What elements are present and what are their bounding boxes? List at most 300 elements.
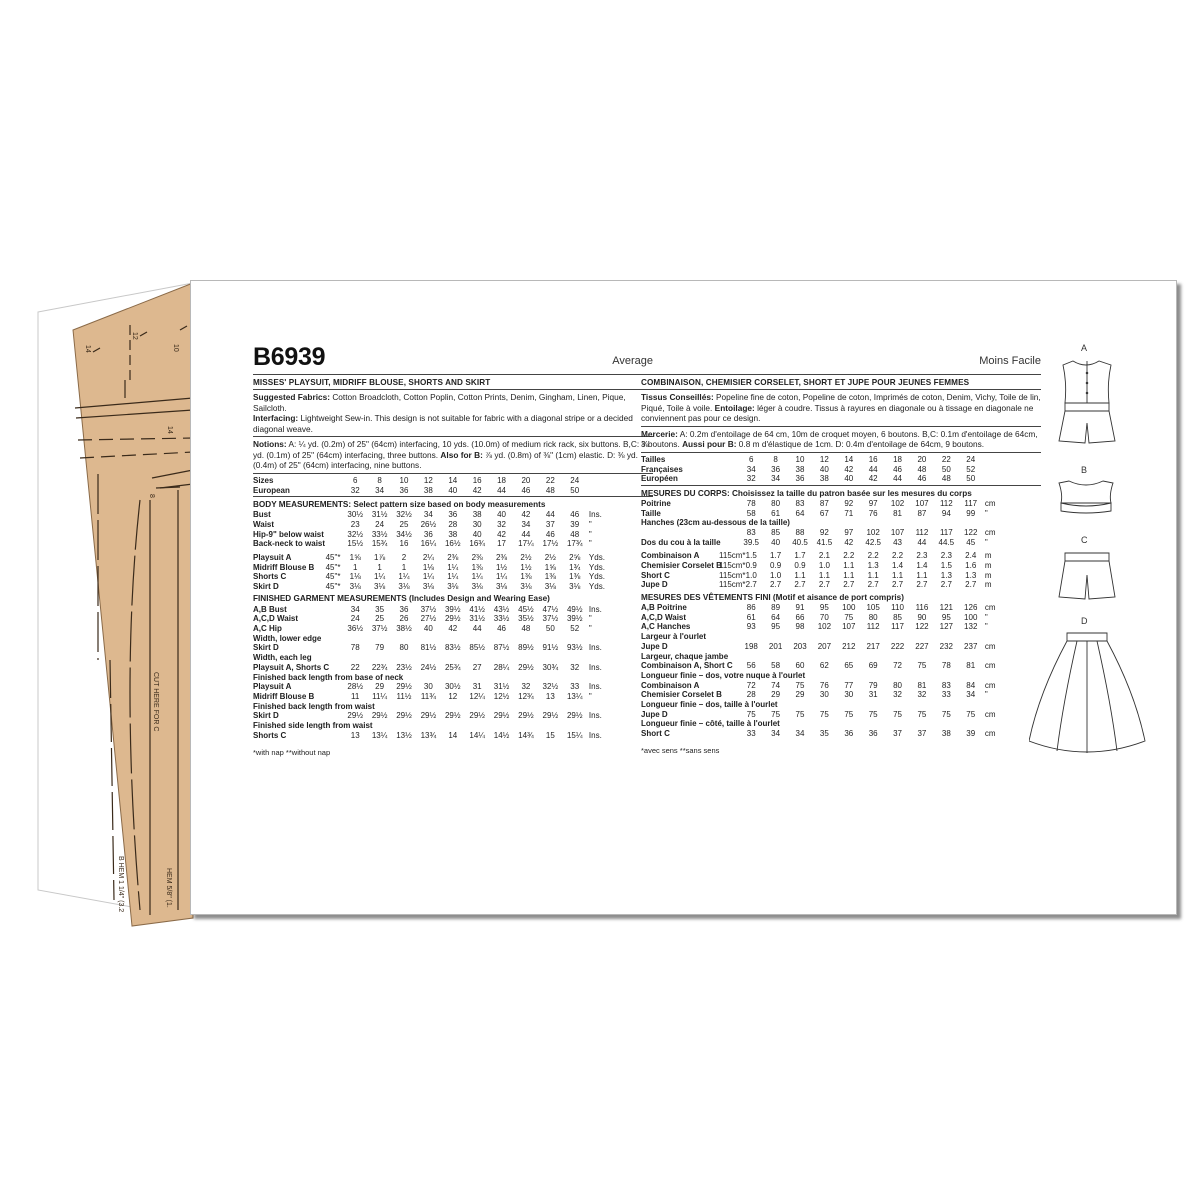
row-label: Longueur finie – dos, taille à l'ourlet — [641, 699, 778, 709]
value-cell: 1.1 — [794, 570, 806, 580]
value-cell: 31 — [472, 682, 482, 692]
value-cell: 16¼ — [420, 539, 437, 549]
pattern-code: B6939 — [253, 343, 326, 371]
row-label: Playsuit A — [253, 682, 292, 692]
value-cell: 1 — [401, 562, 407, 572]
value-cell: 95 — [819, 603, 829, 613]
value-cell: 81½ — [420, 643, 437, 653]
value-cell: 1¼ — [447, 572, 459, 582]
table-row — [641, 499, 1029, 509]
value-cell: 40 — [819, 464, 829, 474]
unit-cell — [983, 455, 1029, 465]
table-row — [641, 700, 1029, 710]
value-cell: 27½ — [420, 614, 437, 624]
value-cell: 115cm* — [719, 570, 746, 580]
value-cell: 112 — [915, 527, 929, 537]
value-cell: 237 — [964, 641, 978, 651]
unit-cell: Yds. — [588, 552, 605, 562]
value-cell: 88 — [795, 527, 805, 537]
value-cell: 0.9 — [745, 561, 757, 571]
value-cell: 98 — [795, 622, 805, 632]
value-cell: 122 — [915, 622, 929, 632]
value-cell: 48 — [570, 529, 580, 539]
body-measurements-header: BODY MEASUREMENTS: Select pattern size based on body measurements — [253, 499, 546, 509]
value-cell: 1¼ — [398, 572, 410, 582]
value-cell: 12 — [448, 691, 458, 701]
value-cell: 56 — [746, 661, 756, 671]
value-cell: 22 — [545, 475, 555, 485]
value-cell: 37 — [917, 729, 927, 739]
unit-cell: Ins. — [588, 682, 602, 692]
value-cell: 30½ — [347, 510, 363, 520]
value-cell: 3⅛ — [349, 582, 361, 592]
unit-cell — [587, 476, 641, 486]
value-cell: 80 — [399, 643, 409, 653]
value-cell: 3⅛ — [520, 582, 532, 592]
value-cell: 85½ — [469, 643, 485, 653]
finished-measurements-header: FINISHED GARMENT MEASUREMENTS (Includes Design and Wearing Ease) — [253, 594, 550, 604]
table-row — [641, 518, 1029, 528]
value-cell: 70 — [819, 612, 829, 622]
value-cell: 14 — [448, 475, 458, 485]
unit-cell: " — [588, 624, 592, 634]
value-cell: 122 — [964, 527, 978, 537]
value-cell: 33½ — [493, 614, 510, 624]
table-row — [253, 692, 641, 702]
value-cell: 24 — [375, 519, 385, 529]
row-label: Skirt D — [253, 711, 279, 721]
value-cell: 227 — [915, 641, 929, 651]
value-cell: 78 — [746, 498, 756, 508]
value-cell: 52 — [570, 624, 580, 634]
value-cell: 34 — [746, 464, 756, 474]
row-label: Bust — [253, 510, 271, 520]
value-cell: 3⅛ — [471, 582, 483, 592]
yardage-table-fr — [641, 551, 1029, 590]
row-label: Midriff Blouse B — [253, 562, 315, 572]
value-cell: 41.5 — [816, 537, 833, 547]
value-cell — [719, 474, 739, 484]
value-cell: 12 — [423, 475, 433, 485]
value-cell: 38 — [423, 485, 433, 495]
value-cell: 36 — [399, 604, 409, 614]
value-cell: 16 — [868, 454, 878, 464]
value-cell: 28 — [746, 690, 756, 700]
value-cell — [719, 622, 739, 632]
value-cell: 42 — [448, 624, 458, 634]
value-cell: 24½ — [420, 662, 437, 672]
value-cell: 1.6 — [965, 561, 977, 571]
value-cell: 13¾ — [420, 730, 437, 740]
value-cell: 12 — [819, 454, 829, 464]
value-cell: 20 — [521, 475, 531, 485]
value-cell: 93 — [746, 622, 756, 632]
cut-here-label: CUT HERE FOR C — [152, 672, 159, 732]
value-cell: 76 — [868, 508, 878, 518]
sizes-table-fr — [641, 455, 1029, 484]
table-row — [253, 520, 641, 530]
value-cell: 46 — [497, 624, 506, 634]
unit-cell: " — [588, 614, 592, 624]
value-cell: 2¼ — [422, 552, 434, 562]
value-cell — [719, 455, 739, 465]
value-cell: 20 — [917, 454, 927, 464]
value-cell: 32½ — [542, 682, 559, 692]
value-cell: 84 — [966, 680, 976, 690]
pattern-mark: 14 — [84, 345, 91, 353]
table-row — [253, 624, 641, 634]
value-cell — [323, 510, 343, 520]
value-cell: 11 — [351, 691, 360, 701]
value-cell: 35½ — [518, 614, 534, 624]
value-cell: 33 — [746, 729, 756, 739]
value-cell: 69 — [868, 661, 878, 671]
value-cell: 77 — [844, 680, 854, 690]
value-cell — [719, 729, 739, 739]
value-cell — [323, 604, 343, 614]
row-label: Playsuit A — [253, 552, 292, 562]
value-cell: 16 — [399, 539, 409, 549]
value-cell: 2.2 — [867, 551, 879, 561]
unit-cell: cm — [984, 498, 996, 508]
value-cell: 2.7 — [745, 580, 757, 590]
value-cell: 66 — [795, 612, 805, 622]
value-cell: 48 — [545, 485, 555, 495]
row-label: Finished back length from waist — [253, 701, 375, 711]
value-cell: 75 — [966, 709, 976, 719]
value-cell: 36½ — [347, 624, 363, 634]
value-cell: 121 — [939, 603, 954, 613]
value-cell: 107 — [915, 498, 929, 508]
row-label: Dos du cou à la taille — [641, 537, 721, 547]
value-cell: 34 — [795, 729, 805, 739]
value-cell: 2.7 — [770, 580, 782, 590]
value-cell: 32 — [570, 662, 580, 672]
table-row — [641, 474, 1029, 484]
value-cell: 75 — [844, 612, 854, 622]
row-label: Tailles — [641, 454, 666, 464]
value-cell: 36 — [868, 729, 878, 739]
row-label: Playsuit A, Shorts C — [253, 662, 330, 672]
unit-cell: " — [588, 519, 592, 529]
row-label: Back-neck to waist — [253, 539, 326, 549]
value-cell: 32 — [350, 485, 360, 495]
value-cell: 3⅛ — [495, 582, 508, 592]
value-cell: 75 — [795, 709, 805, 719]
table-row — [253, 633, 641, 643]
value-cell: 203 — [793, 641, 807, 651]
unit-cell: " — [984, 622, 988, 632]
value-cell — [323, 520, 343, 530]
table-row — [641, 603, 1029, 613]
pattern-title: MISSES' PLAYSUIT, MIDRIFF BLOUSE, SHORTS AND SKIRT — [253, 377, 491, 387]
value-cell: 2.7 — [843, 580, 855, 590]
unit-cell: " — [984, 508, 988, 518]
row-label — [641, 528, 719, 538]
table-row — [641, 642, 1029, 652]
value-cell: 37½ — [542, 614, 559, 624]
value-cell: 32½ — [396, 510, 412, 520]
value-cell: 1⅞ — [374, 552, 386, 562]
value-cell: 102 — [817, 622, 832, 632]
value-cell: 35 — [819, 729, 829, 739]
view-label: C — [1081, 535, 1088, 545]
row-label: Finished side length from waist — [253, 720, 373, 730]
value-cell: 29 — [771, 690, 781, 700]
value-cell: 13 — [545, 691, 555, 701]
value-cell: 37½ — [420, 604, 437, 614]
hem-b-label: B HEM 1 1/4" (3.2 — [117, 856, 124, 913]
value-cell: 36 — [448, 510, 458, 520]
value-cell: 22 — [350, 662, 360, 672]
row-label: Françaises — [641, 464, 683, 474]
row-label: Width, each leg — [253, 653, 312, 663]
shorts-c-drawing — [1059, 553, 1115, 599]
value-cell: 39 — [570, 519, 580, 529]
value-cell: 15¼ — [566, 730, 583, 740]
value-cell: 3⅛ — [544, 582, 556, 592]
value-cell: 2⅜ — [495, 552, 508, 562]
value-cell: 72 — [746, 680, 756, 690]
unit-cell: " — [588, 539, 592, 549]
table-row — [253, 614, 641, 624]
playsuit-a-drawing — [1059, 361, 1115, 443]
value-cell: 25 — [375, 614, 385, 624]
row-label: Jupe D — [641, 580, 668, 590]
value-cell: 29½ — [420, 711, 437, 721]
unit-cell: Ins. — [588, 662, 602, 672]
unit-cell: Ins. — [588, 604, 602, 614]
sizes-table — [253, 476, 641, 495]
value-cell: 50 — [966, 474, 976, 484]
value-cell — [323, 730, 343, 740]
value-cell: 72 — [893, 661, 902, 671]
value-cell: 102 — [866, 527, 880, 537]
body-measurements-table — [253, 510, 641, 549]
value-cell: 95 — [941, 612, 951, 622]
value-cell: 2.3 — [940, 551, 952, 561]
value-cell: 30 — [472, 519, 482, 529]
value-cell — [323, 476, 343, 486]
row-label: Jupe D — [641, 709, 668, 719]
value-cell: 83 — [941, 680, 951, 690]
value-cell: 75 — [795, 680, 805, 690]
value-cell: 25¾ — [444, 662, 461, 672]
value-cell: 45"* — [325, 562, 341, 572]
unit-cell: Ins. — [588, 643, 602, 653]
value-cell: 127 — [939, 622, 954, 632]
value-cell: 24 — [570, 475, 580, 485]
table-row — [641, 690, 1029, 700]
row-label: Short C — [641, 570, 670, 580]
value-cell: 1⅜ — [544, 572, 556, 582]
value-cell: 37 — [545, 519, 555, 529]
value-cell: 36 — [771, 464, 781, 474]
value-cell: 15 — [545, 730, 555, 740]
pattern-mark: 8 — [148, 494, 155, 498]
value-cell: 74 — [771, 680, 781, 690]
value-cell: 11½ — [396, 691, 412, 701]
value-cell: 86 — [746, 603, 756, 613]
value-cell: 40 — [497, 510, 506, 520]
row-label: Short C — [641, 729, 670, 739]
value-cell: 75 — [844, 709, 854, 719]
unit-cell: cm — [984, 603, 996, 613]
value-cell: 1.0 — [818, 561, 830, 571]
value-cell: 75 — [941, 709, 951, 719]
value-cell: 1¼ — [471, 572, 483, 582]
value-cell: 1½ — [520, 562, 532, 572]
value-cell: 3⅛ — [398, 582, 410, 592]
value-cell: 38 — [941, 729, 951, 739]
value-cell: 117 — [891, 622, 904, 632]
value-cell: 83½ — [444, 643, 461, 653]
french-column — [641, 339, 1041, 755]
difficulty-level-fr: Moins Facile — [979, 355, 1041, 367]
value-cell: 11¾ — [420, 691, 436, 701]
value-cell: 1.5 — [940, 561, 952, 571]
value-cell: 48 — [941, 474, 951, 484]
value-cell: 1.0 — [745, 570, 757, 580]
value-cell: 29½ — [396, 682, 412, 692]
value-cell: 93½ — [566, 643, 583, 653]
value-cell: 79 — [375, 643, 385, 653]
value-cell: 25 — [399, 519, 409, 529]
value-cell: 107 — [842, 622, 856, 632]
value-cell: 1.1 — [843, 561, 855, 571]
value-cell: 44 — [472, 624, 482, 634]
value-cell: 94 — [941, 508, 951, 518]
table-row — [253, 485, 641, 495]
value-cell: 107 — [890, 527, 905, 537]
table-row — [641, 680, 1029, 690]
value-cell: 29½ — [566, 711, 583, 721]
value-cell: 1⅛ — [349, 572, 361, 582]
value-cell: 29½ — [444, 614, 461, 624]
value-cell: 65 — [844, 661, 854, 671]
value-cell: 90 — [917, 612, 927, 622]
value-cell: 42 — [497, 529, 506, 539]
row-label: European — [253, 485, 290, 495]
row-label: Skirt D — [253, 643, 279, 653]
body-measurements-header-fr: MESURES DU CORPS: Choisissez la taille du patron basée sur les mesures du corps — [641, 488, 972, 498]
value-cell: 29½ — [518, 662, 534, 672]
value-cell: 16 — [472, 475, 482, 485]
value-cell: 117 — [964, 498, 978, 508]
value-cell: 2½ — [544, 552, 556, 562]
value-cell: 16¾ — [469, 539, 485, 549]
value-cell: 2.7 — [965, 580, 977, 590]
value-cell: 15¾ — [371, 539, 388, 549]
value-cell — [719, 508, 739, 518]
value-cell: 43 — [893, 537, 902, 547]
value-cell: 24 — [350, 614, 360, 624]
value-cell: 29½ — [493, 711, 510, 721]
value-cell: 33½ — [371, 529, 388, 539]
value-cell: 40 — [844, 474, 854, 484]
table-row — [641, 464, 1029, 474]
value-cell — [719, 528, 739, 538]
value-cell: 2.1 — [818, 551, 830, 561]
value-cell: 45"* — [325, 582, 341, 592]
value-cell: 46 — [917, 474, 927, 484]
value-cell: 126 — [964, 603, 978, 613]
finished-measurements-table — [253, 604, 641, 740]
table-row — [253, 562, 641, 572]
value-cell: 14 — [844, 454, 854, 464]
value-cell: 32 — [521, 682, 531, 692]
value-cell: 43½ — [493, 604, 510, 614]
value-cell: 2⅝ — [569, 552, 581, 562]
table-row — [253, 730, 641, 740]
table-row — [253, 572, 641, 582]
value-cell: 110 — [891, 603, 904, 613]
value-cell: 17 — [497, 539, 506, 549]
value-cell: 32 — [746, 474, 756, 484]
value-cell: 105 — [866, 603, 880, 613]
table-row — [641, 561, 1029, 571]
unit-cell: " — [588, 691, 592, 701]
value-cell: 67 — [819, 508, 829, 518]
value-cell: 116 — [915, 603, 929, 613]
value-cell: 78 — [941, 661, 951, 671]
unit-cell: " — [588, 529, 592, 539]
table-row — [253, 653, 641, 663]
value-cell: 2.4 — [965, 551, 977, 561]
value-cell: 10 — [399, 475, 409, 485]
row-label: Finished back length from base of neck — [253, 672, 404, 682]
value-cell: 198 — [744, 641, 758, 651]
table-row — [253, 682, 641, 692]
value-cell: 30 — [423, 682, 433, 692]
table-row — [253, 553, 641, 563]
unit-cell: cm — [984, 680, 996, 690]
unit-cell — [983, 464, 1029, 474]
table-row — [641, 528, 1029, 538]
row-label: Européen — [641, 474, 678, 484]
value-cell: 1⅜ — [471, 562, 483, 572]
value-cell: 2½ — [520, 552, 532, 562]
value-cell: 87½ — [493, 643, 510, 653]
value-cell: 34 — [521, 519, 531, 529]
row-label: Combinaison A — [641, 680, 700, 690]
table-row — [253, 529, 641, 539]
value-cell: 1.0 — [770, 570, 782, 580]
value-cell: 40 — [448, 485, 458, 495]
value-cell: 80 — [771, 498, 781, 508]
value-cell: 62 — [819, 661, 829, 671]
value-cell — [719, 690, 739, 700]
value-cell: 91½ — [542, 643, 559, 653]
value-cell: 17¼ — [518, 539, 534, 549]
value-cell: 42 — [844, 537, 854, 547]
value-cell: 1¼ — [422, 572, 434, 582]
row-label: A,C Hip — [253, 624, 282, 634]
row-label: Largeur, chaque jambe — [641, 651, 729, 661]
value-cell: 18 — [497, 475, 506, 485]
unit-cell: Ins. — [588, 711, 602, 721]
value-cell: 23½ — [396, 662, 412, 672]
value-cell: 75 — [917, 661, 927, 671]
value-cell: 13½ — [396, 730, 412, 740]
notions-text: Notions: A: ¼ yd. (0.2m) of 25" (64cm) interfacing, 10 yds. (10.0m) of medium rick rack, six buttons. B,C: ⅛ yd. (0.1m) of 25" (64cm) interfacing, three buttons. Also for B: ⅞ yd. (0.8m) of ⅜" (1cm) elastic. D: ⅜ yd. (0.4m) of 25" (64cm) interfacing, nine buttons. — [253, 439, 649, 470]
value-cell — [323, 711, 343, 721]
table-row — [253, 672, 641, 682]
skirt-d-drawing — [1029, 633, 1145, 753]
value-cell: 26½ — [420, 519, 437, 529]
value-cell: 117 — [939, 527, 953, 537]
value-cell: 81 — [917, 680, 927, 690]
